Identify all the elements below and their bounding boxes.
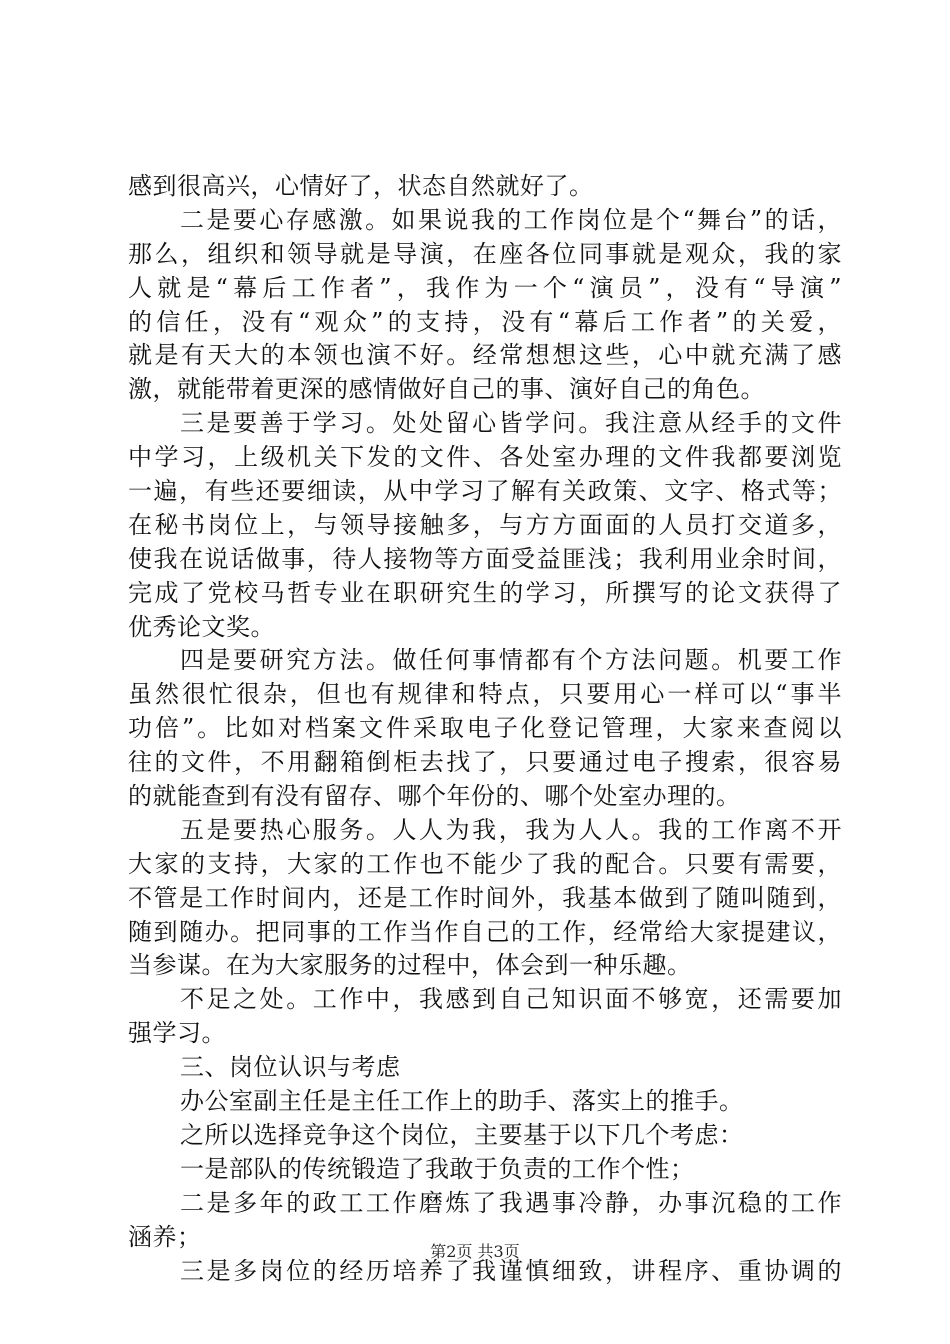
text-line: 的就能查到有没有留存、哪个年份的、哪个处室办理的。 [128, 782, 741, 811]
text-line: 四是要研究方法。做任何事情都有个方法问题。机要工作 [180, 646, 842, 675]
text-line: 不足之处。工作中，我感到自己知识面不够宽，还需要加 [180, 985, 842, 1014]
text-line: 一遍，有些还要细读，从中学习了解有关政策、文字、格式等； [128, 477, 842, 506]
text-line: 涵养； [128, 1222, 202, 1251]
page-number-label: 第2页 共3页 [430, 1242, 520, 1261]
text-line: 随到随办。把同事的工作当作自己的工作，经常给大家提建议， [128, 917, 842, 946]
text-line: 优秀论文奖。 [128, 612, 275, 641]
text-line: 不管是工作时间内，还是工作时间外，我基本做到了随叫随到， [128, 883, 842, 912]
section-heading: 三、岗位认识与考虑 [180, 1053, 401, 1082]
text-line: 人就是“幕后工作者”，我作为一个“演员”，没有“导演” [128, 273, 842, 302]
text-line: 五是要热心服务。人人为我，我为人人。我的工作离不开 [180, 815, 842, 844]
text-line: 中学习，上级机关下发的文件、各处室办理的文件我都要浏览 [128, 443, 842, 472]
text-line: 功倍”。比如对档案文件采取电子化登记管理，大家来查阅以 [128, 714, 842, 743]
text-line: 二是多年的政工工作磨炼了我遇事冷静，办事沉稳的工作 [180, 1188, 842, 1217]
text-line: 之所以选择竞争这个岗位，主要基于以下几个考虑： [180, 1120, 744, 1149]
text-line: 虽然很忙很杂，但也有规律和特点，只要用心一样可以“事半 [128, 680, 842, 709]
text-line: 在秘书岗位上，与领导接触多，与方方面面的人员打交道多， [128, 510, 842, 539]
page-footer [0, 1242, 950, 1262]
text-line: 的信任，没有“观众”的支持，没有“幕后工作者”的关爱， [128, 307, 842, 336]
text-line: 二是要心存感激。如果说我的工作岗位是个“舞台”的话， [180, 205, 842, 234]
text-line: 那么，组织和领导就是导演，在座各位同事就是观众，我的家 [128, 239, 842, 268]
text-line: 大家的支持，大家的工作也不能少了我的配合。只要有需要， [128, 849, 842, 878]
text-line: 使我在说话做事，待人接物等方面受益匪浅；我利用业余时间， [128, 544, 842, 573]
text-line: 往的文件，不用翻箱倒柜去找了，只要通过电子搜索，很容易 [128, 748, 842, 777]
text-line: 一是部队的传统锻造了我敢于负责的工作个性； [180, 1154, 695, 1183]
text-line: 完成了党校马哲专业在职研究生的学习，所撰写的论文获得了 [128, 578, 842, 607]
text-line: 就是有天大的本领也演不好。经常想想这些，心中就充满了感 [128, 341, 842, 370]
text-line: 三是要善于学习。处处留心皆学问。我注意从经手的文件 [180, 409, 842, 438]
text-line: 感到很高兴，心情好了，状态自然就好了。 [128, 172, 594, 200]
text-line: 当参谋。在为大家服务的过程中，体会到一种乐趣。 [128, 951, 692, 980]
text-line: 激，就能带着更深的感情做好自己的事、演好自己的角色。 [128, 375, 765, 404]
text-line: 办公室副主任是主任工作上的助手、落实上的推手。 [180, 1087, 744, 1116]
text-line: 三是多岗位的经历培养了我谨慎细致，讲程序、重协调的 [180, 1256, 842, 1285]
text-line: 强学习。 [128, 1019, 226, 1048]
document-body [128, 170, 842, 1288]
